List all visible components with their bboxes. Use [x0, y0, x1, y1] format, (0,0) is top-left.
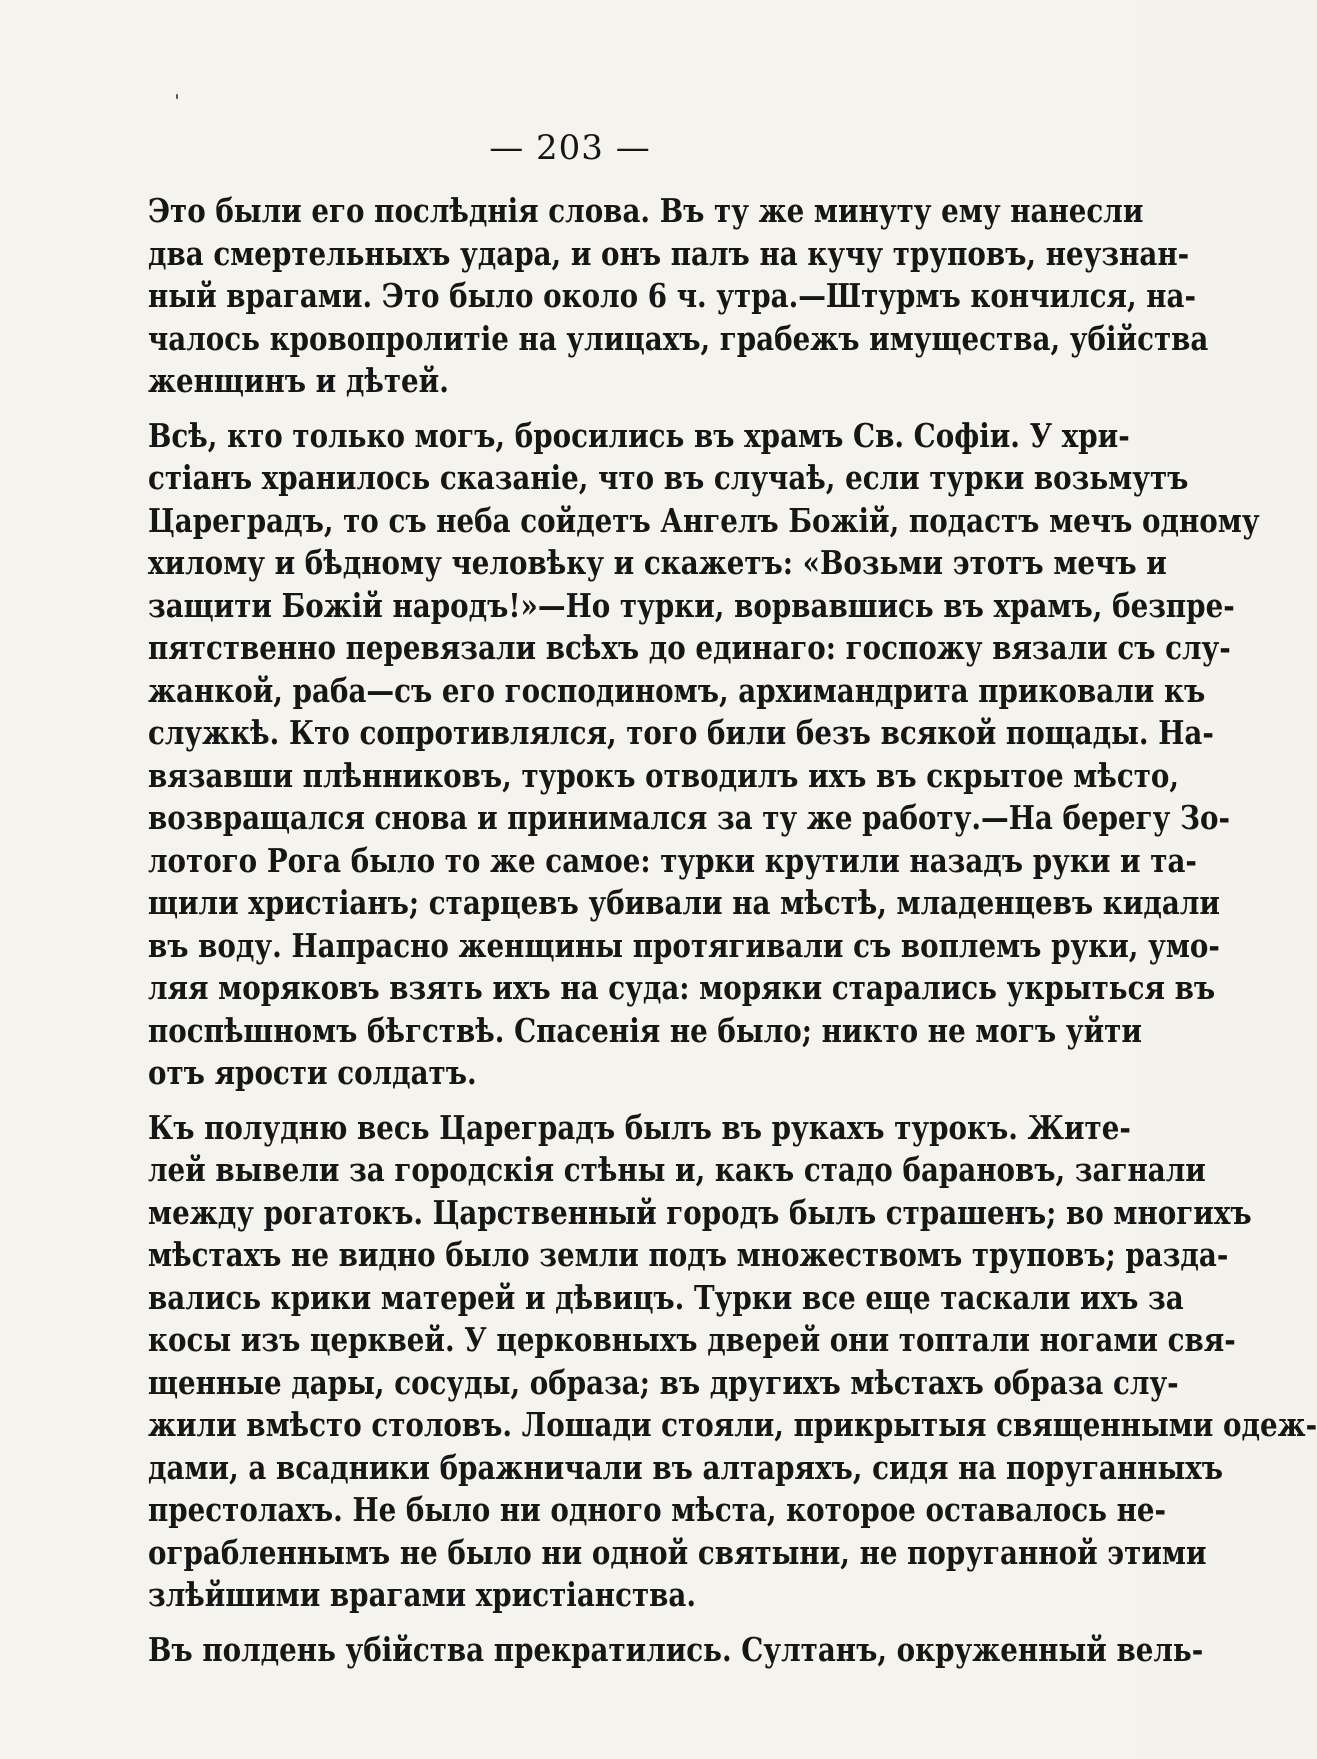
text-line: въ воду. Напрасно женщины протягивали съ воплемъ руки, умо-	[148, 925, 1220, 965]
text-line: престолахъ. Не было ни одного мѣста, которое оставалось не-	[148, 1490, 1167, 1529]
paragraph	[148, 1107, 1317, 1617]
paragraph	[148, 1629, 1204, 1672]
text-line: стіанъ хранилось сказаніе, что въ случаѣ, если турки возьмутъ	[148, 458, 1189, 497]
text-line: Это были его послѣднія слова. Въ ту же минуту ему нанесли	[148, 191, 1144, 230]
text-line: дами, а всадники бражничали въ алтаряхъ, сидя на поруганныхъ	[148, 1447, 1224, 1487]
text-line: вязавши плѣнниковъ, турокъ отводилъ ихъ въ скрытое мѣсто,	[148, 755, 1180, 795]
text-line: защити Божій народъ!»—Но турки, ворвавшись въ храмъ, безпре-	[148, 585, 1235, 625]
text-line: щили христіанъ; старцевъ убивали на мѣстѣ, младенцевъ кидали	[148, 883, 1220, 922]
paragraph	[148, 190, 1209, 403]
text-line: поспѣшномъ бѣгствѣ. Спасенія не было; никто не могъ уйти	[148, 1010, 1142, 1050]
text-line: лотого Рога было то же самое: турки крутили назадъ руки и та-	[148, 840, 1197, 880]
body-text	[148, 190, 1317, 1671]
text-line: пятственно перевязали всѣхъ до единаго: госпожу вязали съ слу-	[148, 628, 1231, 667]
text-line: два смертельныхъ удара, и онъ палъ на кучу труповъ, неузнан-	[148, 233, 1190, 273]
paragraph-gap	[148, 403, 1005, 415]
text-line: ный врагами. Это было около 6 ч. утра.—Штурмъ кончился, на-	[148, 276, 1197, 315]
text-line: отъ ярости солдатъ.	[148, 1053, 477, 1092]
text-line: женщинъ и дѣтей.	[148, 361, 449, 400]
text-line: чалось кровопролитіе на улицахъ, грабежъ имущества, убійства	[148, 318, 1209, 358]
text-line: ляя моряковъ взять ихъ на суда: моряки старались укрыться въ	[148, 968, 1216, 1007]
text-line: мѣстахъ не видно было земли подъ множествомъ труповъ; разда-	[148, 1235, 1229, 1274]
text-line: жили вмѣсто столовъ. Лошади стояли, прикрытыя священными одеж-	[148, 1405, 1317, 1444]
paragraph	[148, 415, 1260, 1095]
text-line: щенные дары, сосуды, образа; въ другихъ мѣстахъ образа слу-	[148, 1362, 1179, 1402]
paragraph-gap	[148, 1617, 1005, 1629]
text-line: Всѣ, кто только могъ, бросились въ храмъ Св. Софіи. У хри-	[148, 415, 1130, 455]
text-line: между рогатокъ. Царственный городъ былъ страшенъ; во многихъ	[148, 1192, 1252, 1232]
paragraph-gap	[148, 1095, 1005, 1107]
text-line: Цареградъ, то съ неба сойдетъ Ангелъ Божій, подастъ мечъ одному	[148, 500, 1260, 540]
text-line: хилому и бѣдному человѣку и скажетъ: «Возьми этотъ мечъ и	[148, 543, 1167, 582]
text-line: служкѣ. Кто сопротивлялся, того били безъ всякой пощады. На-	[148, 713, 1214, 752]
text-line: ограбленнымъ не было ни одной святыни, не поруганной этими	[148, 1532, 1207, 1572]
text-line: жанкой, раба—съ его господиномъ, архимандрита приковали къ	[148, 670, 1206, 710]
text-line: злѣйшими врагами христіанства.	[148, 1575, 697, 1614]
text-line: косы изъ церквей. У церковныхъ дверей они топтали ногами свя-	[148, 1320, 1236, 1359]
text-line: Въ полдень убійства прекратились. Султанъ, окруженный вель-	[148, 1629, 1204, 1669]
text-line: вались крики матерей и дѣвицъ. Турки все еще таскали ихъ за	[148, 1277, 1184, 1317]
text-line: Къ полудню весь Цареградъ былъ въ рукахъ турокъ. Жите-	[148, 1107, 1131, 1147]
text-line: возвращался снова и принимался за ту же работу.—На берегу Зо-	[148, 798, 1231, 837]
print-speck	[176, 94, 178, 99]
page-number: — 203 —	[489, 128, 651, 168]
text-line: лей вывели за городскія стѣны и, какъ стадо барановъ, загнали	[148, 1150, 1206, 1189]
